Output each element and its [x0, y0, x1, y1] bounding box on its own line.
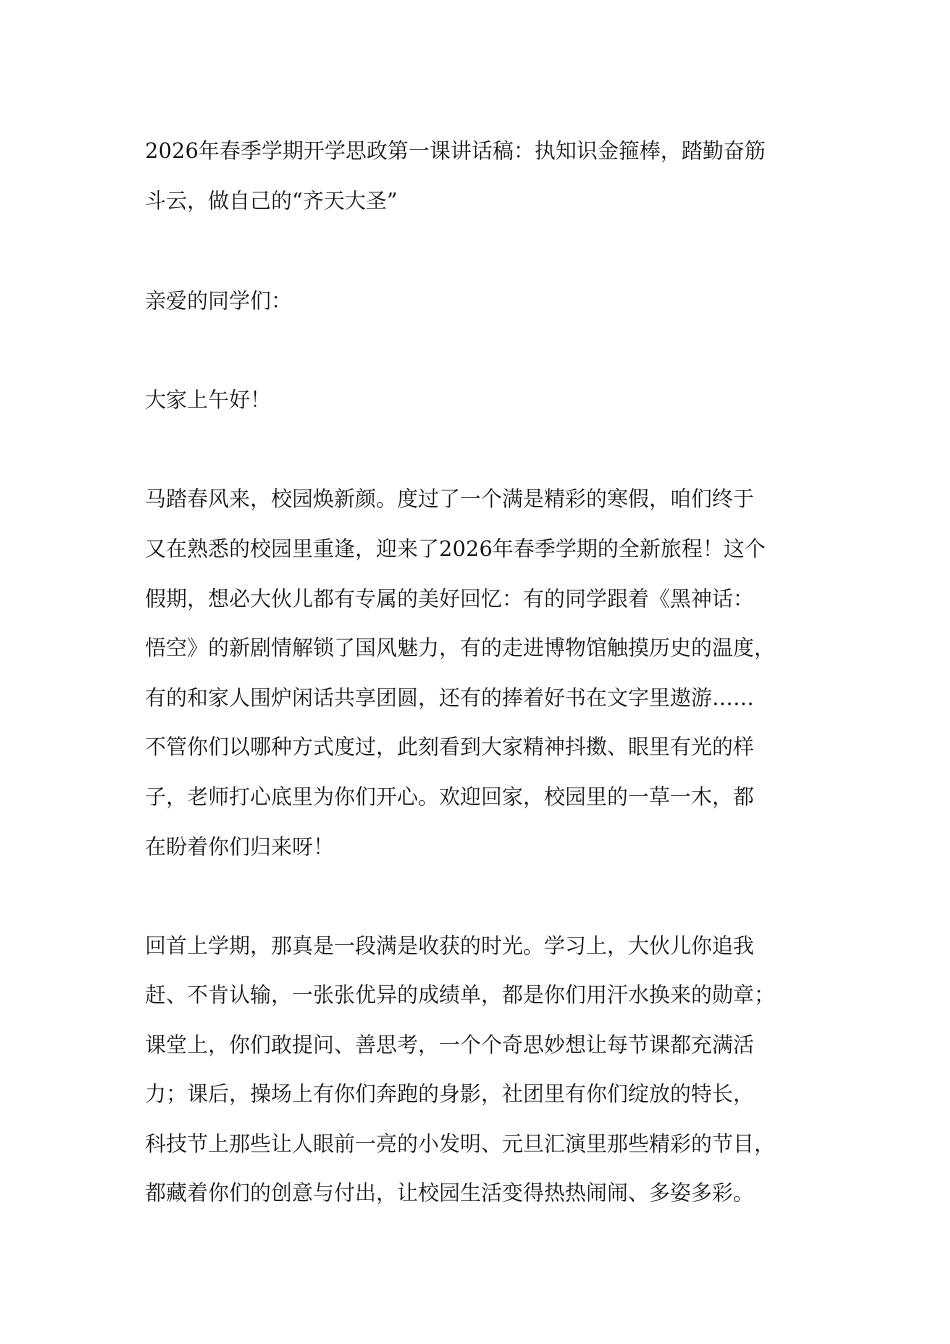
document-title-line-2: 斗云，做自己的“齐天大圣”: [145, 189, 398, 213]
paragraph1-line-4: 悟空》的新剧情解锁了国风魅力，有的走进博物馆触摸历史的温度，: [145, 636, 775, 660]
paragraph1-line-2: 又在熟悉的校园里重逢，迎来了2026年春季学期的全新旅程！这个: [145, 537, 766, 561]
paragraph1-line-5: 有的和家人围炉闲话共享团圆，还有的捧着好书在文字里遨游……: [145, 686, 754, 710]
paragraph2-line-1: 回首上学期，那真是一段满是收获的时光。学习上，大伙儿你追我: [145, 934, 754, 958]
salutation: 亲爱的同学们：: [145, 289, 292, 313]
paragraph2-line-5: 科技节上那些让人眼前一亮的小发明、元旦汇演里那些精彩的节目，: [145, 1132, 775, 1156]
paragraph1-line-8: 在盼着你们归来呀！: [145, 835, 334, 859]
paragraph2-line-4: 力；课后，操场上有你们奔跑的身影，社团里有你们绽放的特长，: [145, 1082, 754, 1106]
paragraph1-line-1: 马踏春风来，校园焕新颜。度过了一个满是精彩的寒假，咱们终于: [145, 487, 754, 511]
paragraph2-line-2: 赶、不肯认输，一张张优异的成绩单，都是你们用汗水换来的勋章；: [145, 983, 775, 1007]
document-title-line-1: 2026年春季学期开学思政第一课讲话稿：执知识金箍棒，踏勤奋筋: [145, 139, 766, 163]
paragraph1-line-7: 子，老师打心底里为你们开心。欢迎回家，校园里的一草一木，都: [145, 785, 754, 809]
greeting: 大家上午好！: [145, 388, 271, 412]
paragraph2-line-6: 都藏着你们的创意与付出，让校园生活变得热热闹闹、多姿多彩。: [145, 1181, 754, 1205]
paragraph1-line-6: 不管你们以哪种方式度过，此刻看到大家精神抖擞、眼里有光的样: [145, 735, 754, 759]
paragraph2-line-3: 课堂上，你们敢提问、善思考，一个个奇思妙想让每节课都充满活: [145, 1033, 754, 1057]
paragraph1-line-3: 假期，想必大伙儿都有专属的美好回忆：有的同学跟着《黑神话：: [145, 587, 754, 611]
